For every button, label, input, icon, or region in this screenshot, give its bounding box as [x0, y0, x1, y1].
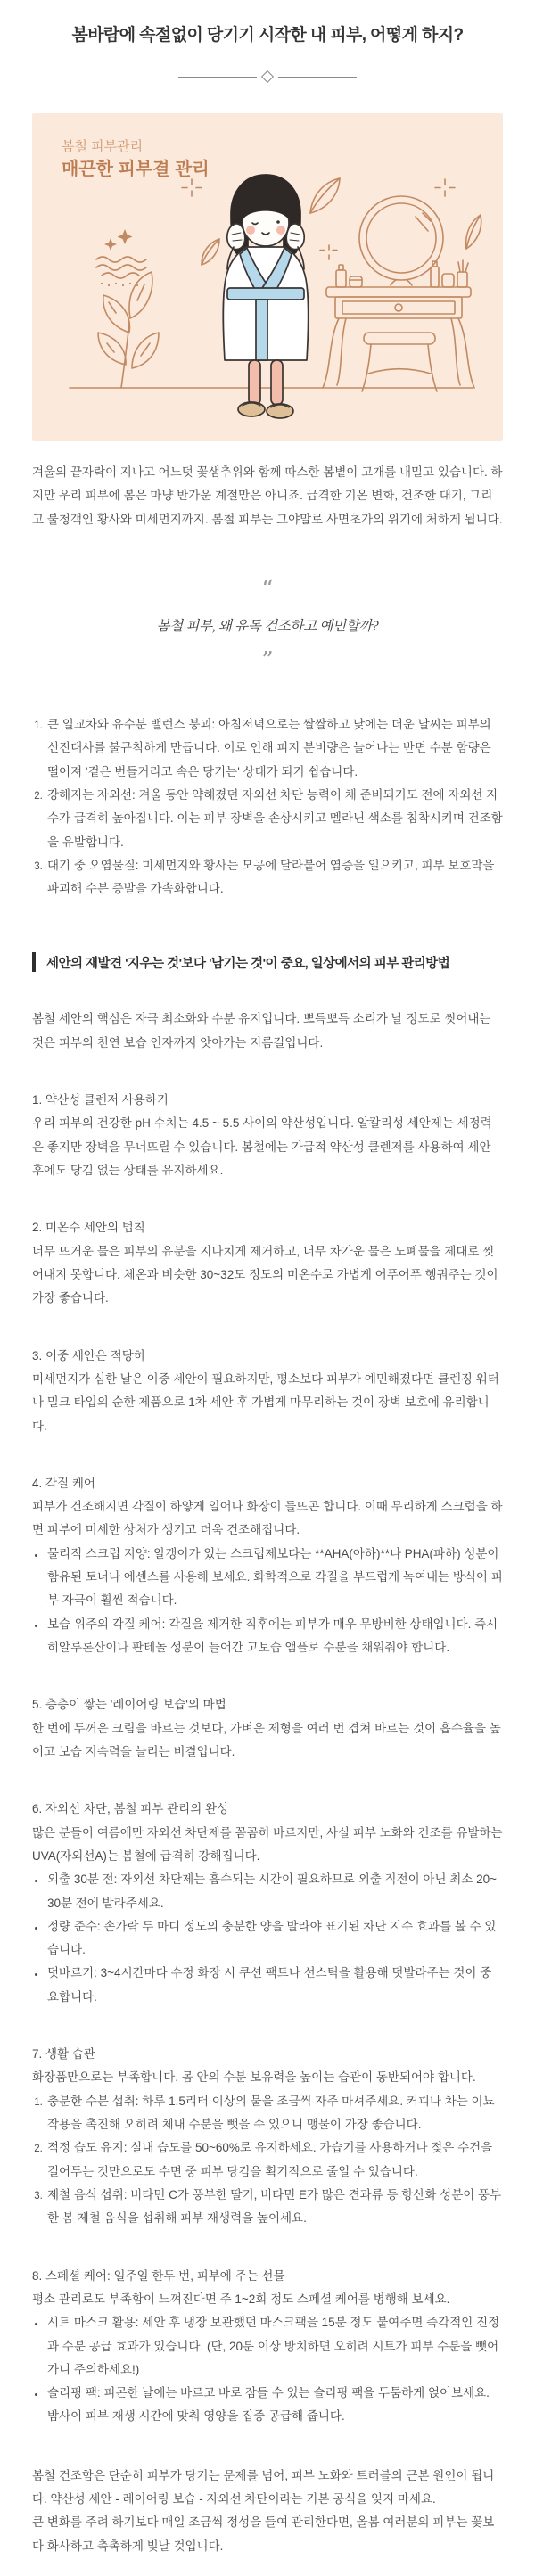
tip-heading: 5. 층층이 쌓는 '레이어링 보습'의 마법: [32, 1698, 226, 1712]
list-item: • 슬리핑 팩: 피곤한 날에는 바르고 바로 잠들 수 있는 슬리핑 팩을 두툼하게 얹어보세요. 밤사이 피부 재생 시간에 맞춰 영양을 집중 공급해 줍니다.: [45, 2382, 503, 2429]
outro: [32, 2465, 503, 2576]
list-item: • 시트 마스크 활용: 세안 후 냉장 보관했던 마스크팩을 15분 정도 붙여주면 즉각적인 진정과 수분 공급 효과가 있습니다. (단, 20분 이상 방치하면 오히려 시트가 피부 수분을 뺏어가니 주의하세요!): [45, 2311, 503, 2382]
list-item: • 물리적 스크럽 지양: 알갱이가 있는 스크럽제보다는 **AHA(아하)**나 PHA(파하) 성분이 함유된 토너나 에센스를 사용해 보세요. 화학적으로 각질을 부드럽게 녹여내는 방식이 피부 자극이 훨씬 적습니다.: [45, 1543, 503, 1613]
list-item: • 보습 위주의 각질 케어: 각질을 제거한 직후에는 피부가 매우 무방비한 상태입니다. 즉시 히알루론산이나 판테놀 성분이 들어간 고보습 앰플로 수분을 채워줘야 합니다.: [45, 1613, 503, 1660]
tip-heading: 3. 이중 세안은 적당히: [32, 1348, 145, 1362]
section-divider: [178, 72, 357, 81]
diamond-icon: [261, 70, 274, 83]
divider-line: [278, 77, 357, 78]
tip-section-5: [32, 1693, 503, 1764]
section-header-text: 세안의 재발견 '지우는 것'보다 '남기는 것'이 중요, 일상에서의 피부 관리방법: [46, 956, 450, 971]
list-item: 1. 큰 일교차와 유수분 밸런스 붕괴: 아침저녁으로는 쌀쌀하고 낮에는 더운 날씨는 피부의 신진대사를 불규칙하게 만듭니다. 이로 인해 피지 분비량은 늘어나는 반면 수분 함량은 떨어져 '겉은 번들거리고 속은 당기는' 상태가 되기 쉽습니다.: [45, 713, 503, 784]
tip-body: 피부가 건조해지면 각질이 하얗게 일어나 화장이 들뜨곤 합니다. 이때 무리하게 스크럽을 하면 피부에 미세한 상처가 생기고 더욱 건조해집니다.: [32, 1500, 503, 1537]
hero-title-label: 매끈한 피부결 관리: [62, 160, 210, 179]
close-quote-icon: ”: [261, 646, 274, 674]
causes-list: [32, 713, 503, 901]
tip-body: 너무 뜨거운 물은 피부의 유분을 지나치게 제거하고, 너무 차가운 물은 노폐물을 제대로 씻어내지 못합니다. 체온과 비슷한 30~32도 정도의 미온수로 가볍게 어푸어푸 헹궈주는 것이 가장 좋습니다.: [32, 1244, 498, 1305]
tip-body: 우리 피부의 건강한 pH 수치는 4.5 ~ 5.5 사이의 약산성입니다. 알칼리성 세안제는 세정력은 좋지만 장벽을 무너뜨릴 수 있습니다. 봄철에는 가급적 약산성 클렌저를 사용하여 세안 후에도 당김 없는 상태를 유지하세요.: [32, 1116, 492, 1177]
tip-body: 평소 관리로도 부족함이 느껴진다면 주 1~2회 정도 스페셜 케어를 병행해 보세요.: [32, 2292, 450, 2306]
page-title: 봄바람에 속절없이 당기기 시작한 내 피부, 어떻게 하지?: [71, 26, 464, 45]
tip-heading: 7. 생활 습관: [32, 2047, 95, 2062]
section-header-bar: [32, 952, 36, 972]
hero-illustration: [32, 113, 503, 441]
tip-body: 많은 분들이 여름에만 자외선 차단제를 꼼꼼히 바르지만, 사실 피부 노화와 건조를 유발하는 UVA(자외선A)는 봄철에 급격히 강해집니다.: [32, 1825, 503, 1863]
lead-paragraph: 봄철 세안의 핵심은 자극 최소화와 수분 유지입니다. 뽀득뽀득 소리가 날 정도로 씻어내는 것은 피부의 천연 보습 인자까지 앗아가는 지름길입니다.: [32, 1012, 491, 1049]
tip-bullet-list: [32, 1868, 503, 2009]
open-quote-icon: “: [261, 575, 274, 603]
quote-text: 봄철 피부, 왜 유독 건조하고 예민할까?: [156, 618, 379, 634]
list-item: 1. 충분한 수분 섭취: 하루 1.5리터 이상의 물을 조금씩 자주 마셔주세요. 커피나 차는 이뇨 작용을 촉진해 오히려 체내 수분을 뺏을 수 있으니 맹물이 가장 좋습니다.: [45, 2090, 503, 2137]
tip-body: 화장품만으로는 부족합니다. 몸 안의 수분 보유력을 높이는 습관이 동반되어야 합니다.: [32, 2070, 476, 2085]
tip-numbered-list: [32, 2090, 503, 2231]
tip-heading: 6. 자외선 차단, 봄철 피부 관리의 완성: [32, 1802, 229, 1816]
tip-section-2: [32, 1216, 503, 1310]
tip-body: 한 번에 두꺼운 크림을 바르는 것보다, 가벼운 제형을 여러 번 겹쳐 바르는 것이 흡수율을 높이고 보습 지속력을 늘리는 비결입니다.: [32, 1721, 501, 1758]
tip-heading: 4. 각질 케어: [32, 1476, 95, 1490]
tip-section-1: [32, 1089, 503, 1182]
list-item: 3. 대기 중 오염물질: 미세먼지와 황사는 모공에 달라붙어 염증을 일으키고, 피부 보호막을 파괴해 수분 증발을 가속화합니다.: [45, 854, 503, 901]
section-header: [32, 952, 503, 972]
list-item: 2. 강해지는 자외선: 겨울 동안 약해졌던 자외선 차단 능력이 채 준비되기도 전에 자외선 지수가 급격히 높아집니다. 이는 피부 장벽을 손상시키고 멜라닌 색소를 침착시키며 건조함을 유발합니다.: [45, 784, 503, 854]
outro-paragraph-2: 큰 변화를 주려 하기보다 매일 조금씩 정성을 들여 관리한다면, 올봄 여러분의 피부는 꽃보다 화사하고 촉촉하게 빛날 것입니다.: [32, 2515, 495, 2553]
tip-heading: 8. 스페셜 케어: 일주일 한두 번, 피부에 주는 선물: [32, 2268, 285, 2283]
list-item: 3. 제철 음식 섭취: 비타민 C가 풍부한 딸기, 비타민 E가 많은 견과류 등 항산화 성분이 풍부한 봄 제철 음식을 섭취해 피부 재생력을 높이세요.: [45, 2184, 503, 2231]
tip-bullet-list: [32, 1543, 503, 1660]
tip-section-4: [32, 1472, 503, 1660]
tip-heading: 1. 약산성 클렌저 사용하기: [32, 1093, 169, 1107]
intro-paragraph: 겨울의 끝자락이 지나고 어느덧 꽃샘추위와 함께 따스한 봄볕이 고개를 내밀고 있습니다. 하지만 우리 피부에 봄은 마냥 반가운 계절만은 아니죠. 급격한 기온 변화, 건조한 대기, 그리고 불청객인 황사와 미세먼지까지. 봄철 피부는 그야말로 사면초가의 위기에 처하게 됩니다.: [32, 465, 503, 526]
tip-section-8: [32, 2265, 503, 2429]
tip-heading: 2. 미온수 세안의 법칙: [32, 1221, 145, 1235]
divider-line: [178, 77, 257, 78]
tip-bullet-list: [32, 2311, 503, 2429]
tip-section-3: [32, 1345, 503, 1438]
article: [32, 0, 503, 2576]
tip-section-6: [32, 1798, 503, 2009]
list-item: 2. 적정 습도 유지: 실내 습도를 50~60%로 유지하세요. 가습기를 사용하거나 젖은 수건을 걸어두는 것만으로도 수면 중 피부 당김을 획기적으로 줄일 수 있습니다.: [45, 2136, 503, 2184]
list-item: • 정량 준수: 손가락 두 마디 정도의 충분한 양을 발라야 표기된 차단 지수 효과를 볼 수 있습니다.: [45, 1915, 503, 1963]
outro-paragraph-1: 봄철 건조함은 단순히 피부가 당기는 문제를 넘어, 피부 노화와 트러블의 근본 원인이 됩니다. 약산성 세안 - 레이어링 보습 - 자외선 차단이라는 기본 공식을 잊지 마세요.: [32, 2468, 495, 2506]
list-item: • 덧바르기: 3~4시간마다 수정 화장 시 쿠션 팩트나 선스틱을 활용해 덧발라주는 것이 중요합니다.: [45, 1962, 503, 2009]
hero-tag-label: 봄철 피부관리: [62, 139, 144, 154]
tip-section-7: [32, 2043, 503, 2231]
list-item: • 외출 30분 전: 자외선 차단제는 흡수되는 시간이 필요하므로 외출 직전이 아닌 최소 20~30분 전에 발라주세요.: [45, 1868, 503, 1915]
tip-body: 미세먼지가 심한 날은 이중 세안이 필요하지만, 평소보다 피부가 예민해졌다면 클렌징 워터나 밀크 타입의 순한 제품으로 1차 세안 후 가볍게 마무리하는 것이 장벽 보호에 유리합니다.: [32, 1371, 499, 1433]
quote-block: [32, 575, 503, 674]
